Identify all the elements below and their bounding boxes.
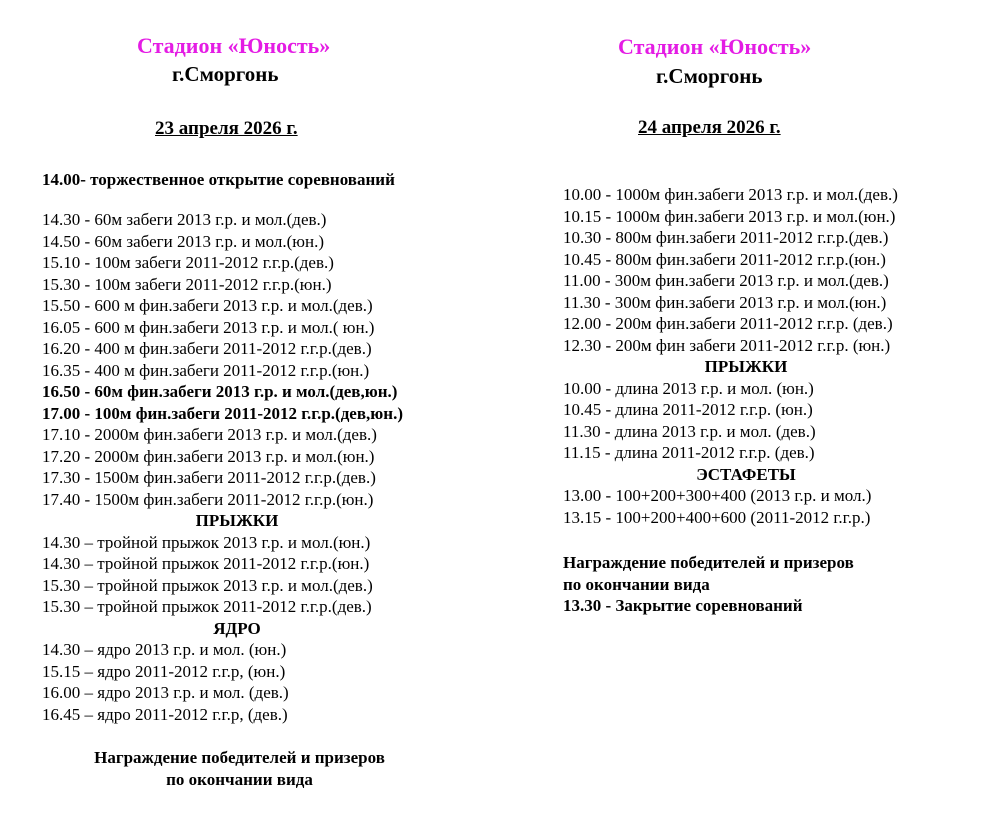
schedule-item: 11.15 - длина 2011-2012 г.г.р. (дев.) — [563, 443, 815, 462]
schedule-item: 12.30 - 200м фин забеги 2011-2012 г.г.р. (юн.) — [563, 335, 891, 355]
schedule-item: 15.15 – ядро 2011-2012 г.г.р, (юн.) — [42, 661, 286, 681]
jumps-heading: ПРЫЖКИ — [704, 357, 788, 376]
schedule-item: 16.20 - 400 м фин.забеги 2011-2012 г.г.р.(дев.) — [42, 339, 372, 358]
schedule-item: 10.30 - 800м фин.забеги 2011-2012 г.г.р.(дев.) — [563, 228, 889, 247]
schedule-item: 13.00 - 100+200+300+400 (2013 г.р. и мол.) — [563, 486, 872, 505]
schedule-item: 14.30 – ядро 2013 г.р. и мол. (юн.) — [42, 640, 287, 659]
awards-line: по окончании вида — [166, 769, 313, 789]
awards-note — [563, 552, 854, 617]
schedule-item: 16.50 - 60м фин.забеги 2013 г.р. и мол.(дев,юн.) — [42, 382, 398, 401]
schedule-item: 10.15 - 1000м фин.забеги 2013 г.р. и мол.(юн.) — [563, 206, 896, 226]
event-date: 24 апреля 2026 г. — [638, 117, 781, 138]
schedule-item: 16.00 – ядро 2013 г.р. и мол. (дев.) — [42, 683, 289, 702]
city-name: г.Сморгонь — [656, 64, 763, 88]
schedule-item: 12.00 - 200м фин.забеги 2011-2012 г.г.р. (дев.) — [563, 314, 893, 333]
schedule-item: 11.30 - длина 2013 г.р. и мол. (дев.) — [563, 421, 816, 441]
schedule-item: 17.20 - 2000м фин.забеги 2013 г.р. и мол.(юн.) — [42, 446, 375, 466]
schedule-item: 14.30 – тройной прыжок 2011-2012 г.г.р.(юн.) — [42, 554, 370, 573]
awards-note — [42, 747, 437, 790]
schedule-item: 10.00 - 1000м фин.забеги 2013 г.р. и мол.(дев.) — [563, 185, 898, 204]
jumps-heading: ПРЫЖКИ — [195, 511, 279, 530]
opening-ceremony: 14.00- торжественное открытие соревнований — [42, 170, 395, 189]
awards-line: Награждение победителей и призеров — [94, 748, 385, 767]
schedule-item: 16.05 - 600 м фин.забеги 2013 г.р. и мол.( юн.) — [42, 317, 375, 337]
schedule-item: 15.10 - 100м забеги 2011-2012 г.г.р.(дев.) — [42, 253, 334, 272]
schedule-item: 10.45 - длина 2011-2012 г.г.р. (юн.) — [563, 400, 813, 419]
schedule-item: 17.10 - 2000м фин.забеги 2013 г.р. и мол.(дев.) — [42, 425, 377, 444]
schedule-item: 14.30 - 60м забеги 2013 г.р. и мол.(дев.) — [42, 210, 327, 229]
schedule-item: 14.50 - 60м забеги 2013 г.р. и мол.(юн.) — [42, 231, 325, 251]
schedule-item: 13.15 - 100+200+400+600 (2011-2012 г.г.р.) — [563, 507, 871, 527]
schedule-item: 15.50 - 600 м фин.забеги 2013 г.р. и мол.(дев.) — [42, 296, 373, 315]
schedule-item: 15.30 – тройной прыжок 2013 г.р. и мол.(дев.) — [42, 575, 373, 595]
stadium-title: Стадион «Юность» — [618, 34, 812, 59]
awards-line: Награждение победителей и призеров — [563, 553, 854, 572]
city-name: г.Сморгонь — [172, 62, 279, 86]
schedule-item: 15.30 – тройной прыжок 2011-2012 г.г.р.(дев.) — [42, 597, 372, 616]
awards-line: по окончании вида — [563, 574, 710, 594]
schedule-item: 14.30 – тройной прыжок 2013 г.р. и мол.(юн.) — [42, 532, 371, 552]
closing-ceremony: 13.30 - Закрытие соревнований — [563, 596, 803, 615]
stadium-title: Стадион «Юность» — [137, 33, 331, 58]
left-events-list — [42, 209, 462, 725]
schedule-item: 11.00 - 300м фин.забеги 2013 г.р. и мол.(дев.) — [563, 271, 889, 290]
schedule-item: 11.30 - 300м фин.забеги 2013 г.р. и мол.(юн.) — [563, 292, 887, 312]
schedule-item: 17.40 - 1500м фин.забеги 2011-2012 г.г.р.(юн.) — [42, 489, 374, 509]
right-events-list — [563, 184, 963, 528]
schedule-item: 17.30 - 1500м фин.забеги 2011-2012 г.г.р.(дев.) — [42, 468, 376, 487]
event-date: 23 апреля 2026 г. — [155, 118, 298, 139]
schedule-item: 16.45 – ядро 2011-2012 г.г.р, (дев.) — [42, 704, 288, 724]
schedule-item: 15.30 - 100м забеги 2011-2012 г.г.р.(юн.) — [42, 274, 332, 294]
schedule-item: 10.00 - длина 2013 г.р. и мол. (юн.) — [563, 378, 814, 398]
relays-heading: ЭСТАФЕТЫ — [696, 464, 796, 484]
shot-heading: ЯДРО — [213, 618, 261, 638]
schedule-item: 10.45 - 800м фин.забеги 2011-2012 г.г.р.(юн.) — [563, 249, 886, 269]
schedule-item: 16.35 - 400 м фин.забеги 2011-2012 г.г.р.(юн.) — [42, 360, 370, 380]
schedule-item: 17.00 - 100м фин.забеги 2011-2012 г.г.р.(дев,юн.) — [42, 403, 403, 423]
